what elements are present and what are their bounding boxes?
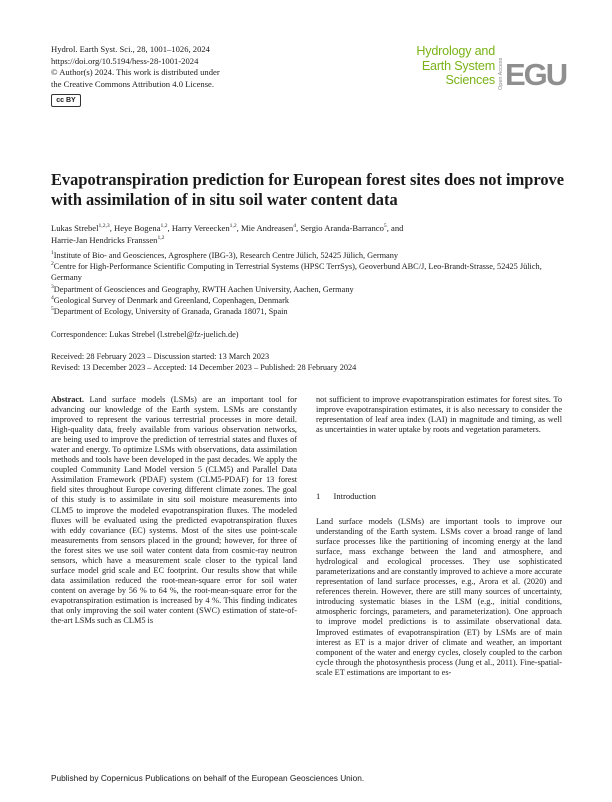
- logo-line-3: Sciences: [445, 73, 495, 87]
- author-name: , Mie Andreasen: [236, 223, 294, 233]
- publication-dates: [51, 351, 356, 373]
- journal-citation: Hydrol. Earth Syst. Sci., 28, 1001–1026, 2024: [51, 44, 210, 54]
- revised-date: Revised: 13 December 2023 – Accepted: 14 December 2023 – Published: 28 February 2024: [51, 363, 357, 373]
- author-list: Lukas Strebel$^{1,2,3}$, Heye Bogena$^{1,2}$, Harry Vereecken$^{1,2}$, Mie Andreasen$^4$, Sergio Aranda-Barranco$^5$, and Harrie-Jan Hendricks Franssen$^{1,2}$: [51, 223, 404, 246]
- section-heading: [316, 491, 376, 501]
- affiliations: [51, 250, 566, 317]
- author-name: Harrie-Jan Hendricks Franssen: [51, 235, 158, 246]
- abstract: [51, 395, 297, 626]
- author-name: , Sergio Aranda-Barranco: [296, 223, 384, 233]
- open-access-label: [495, 52, 505, 92]
- section-number: 1: [316, 491, 321, 501]
- introduction-text: Land surface models (LSMs) are important tools to improve our understanding of the Earth system. LSMs cover a broad range of land surface processes like the partitioning of incoming energy at the land surface, mass exchange between the land and atmosphere, and hydrological and ecological processes. They use sophisticated parameterizations and are constantly improved to achieve a more accurate representation of land surface processes, e.g., Arora et al. (2020) and references therein. However, there are still many sources of uncertainty, introducing systematic biases in the LSM (e.g., initial conditions, atmospheric forcings, parameters, and parameterization). One approach to improve model predictions is to assimilate observational data. Improved estimates of evapotranspiration (ET) by LSMs are of main interest as ET is a major driver of climate and weather, an important component of the water and energy cycles, closely coupled to the carbon cycle through the photosynthesis process (Jung et al., 2011). Fine-spatial-scale ET estimations are important to es-: [316, 517, 562, 677]
- correspondence: Correspondence: Lukas Strebel (l.strebel@fz-juelich.de): [51, 330, 239, 339]
- cc-license-icon[interactable]: cc BY: [51, 94, 81, 107]
- copyright-line: © Author(s) 2024. This work is distributed under: [51, 67, 220, 78]
- section-title: Introduction: [333, 491, 376, 501]
- affiliation: $^2$Centre for High-Performance Scientific Computing in Terrestrial Systems (HPSC TerrSys), Geoverbund ABC/J, Leo-Brandt-Strasse, 52425 Jülich, Germany: [51, 261, 542, 283]
- received-date: Received: 28 February 2023 – Discussion started: 13 March 2023: [51, 352, 270, 361]
- abstract-label: Abstract.: [51, 395, 84, 404]
- abstract-text: Land surface models (LSMs) are an important tool for advancing our knowledge of the Earth system. LSMs are constantly improved to represent the various terrestrial processes in more detail. High-quality data, freely available from various observation networks, are being used to improve the prediction of terrestrial states and fluxes of water and energy. To optimize LSMs with observations, data assimilation methods and tools have been developed in the past decades. We apply the coupled Community Land Model version 5 (CLM5) and Parallel Data Assimilation Framework (PDAF) system (CLM5-PDAF) for 13 forest field sites throughout Europe covering different climate zones. The goal of this study is to assimilate in situ soil moisture measurements into CLM5 to improve the modeled evapotranspiration fluxes. The modeled fluxes will be evaluated using the predicted evapotranspiration fluxes with eddy covariance (EC) systems. Most of the sites use point-scale measurements from sensors placed in the ground; however, for three of the forest sites we use soil water content data from cosmic-ray neutron sensors, which have a measurement scale closer to the typical land surface model grid scale and EC footprint. Our results show that while data assimilation reduced the root-mean-square error for soil water content on average by 56 % to 64 %, the root-mean-square error for the evapotranspiration estimation is increased by 4 %. This finding indicates that only improving the soil water content (SWC) estimation of state-of-the-art LSMs such as CLM5 is: [51, 395, 297, 626]
- affiliation: $^1$Institute of Bio- and Geosciences, Agrosphere (IBG-3), Research Centre Jülich, 52425 Jülich, Germany: [51, 250, 399, 260]
- article-title: Evapotranspiration prediction for European forest sites does not improve with assimilation of in situ soil water content data: [51, 170, 564, 209]
- egu-logo-icon: [505, 52, 567, 92]
- affiliation: $^5$Department of Ecology, University of Granada, Granada 18071, Spain: [51, 306, 288, 317]
- doi-link[interactable]: https://doi.org/10.5194/hess-28-1001-2024: [51, 55, 199, 66]
- journal-header: [51, 44, 220, 90]
- svg-text:Open Access: Open Access: [498, 57, 504, 90]
- author-name: , Harry Vereecken: [167, 223, 230, 233]
- logo-line-2: Earth System: [421, 58, 495, 73]
- logo-line-1: Hydrology and: [416, 44, 495, 58]
- svg-text:EGU: EGU: [505, 57, 567, 92]
- author-name: , Heye Bogena: [109, 223, 161, 233]
- affiliation: $^4$Geological Survey of Denmark and Greenland, Copenhagen, Denmark: [51, 295, 290, 305]
- author-name: Lukas Strebel: [51, 223, 99, 233]
- license-line[interactable]: the Creative Commons Attribution 4.0 License.: [51, 78, 215, 89]
- journal-logo: [416, 44, 495, 88]
- affiliation: $^3$Department of Geosciences and Geography, RWTH Aachen University, Aachen, Germany: [51, 283, 354, 294]
- page-footer: Published by Copernicus Publications on behalf of the European Geosciences Union.: [51, 773, 365, 783]
- abstract-continuation: not sufficient to improve evapotranspiration estimates for forest sites. To improve evapotranspiration estimates, it is also necessary to consider the representation of leaf area index (LAI) in magnitude and timing, as well as uncertainties in water uptake by roots and vegetation parameters.: [316, 395, 562, 435]
